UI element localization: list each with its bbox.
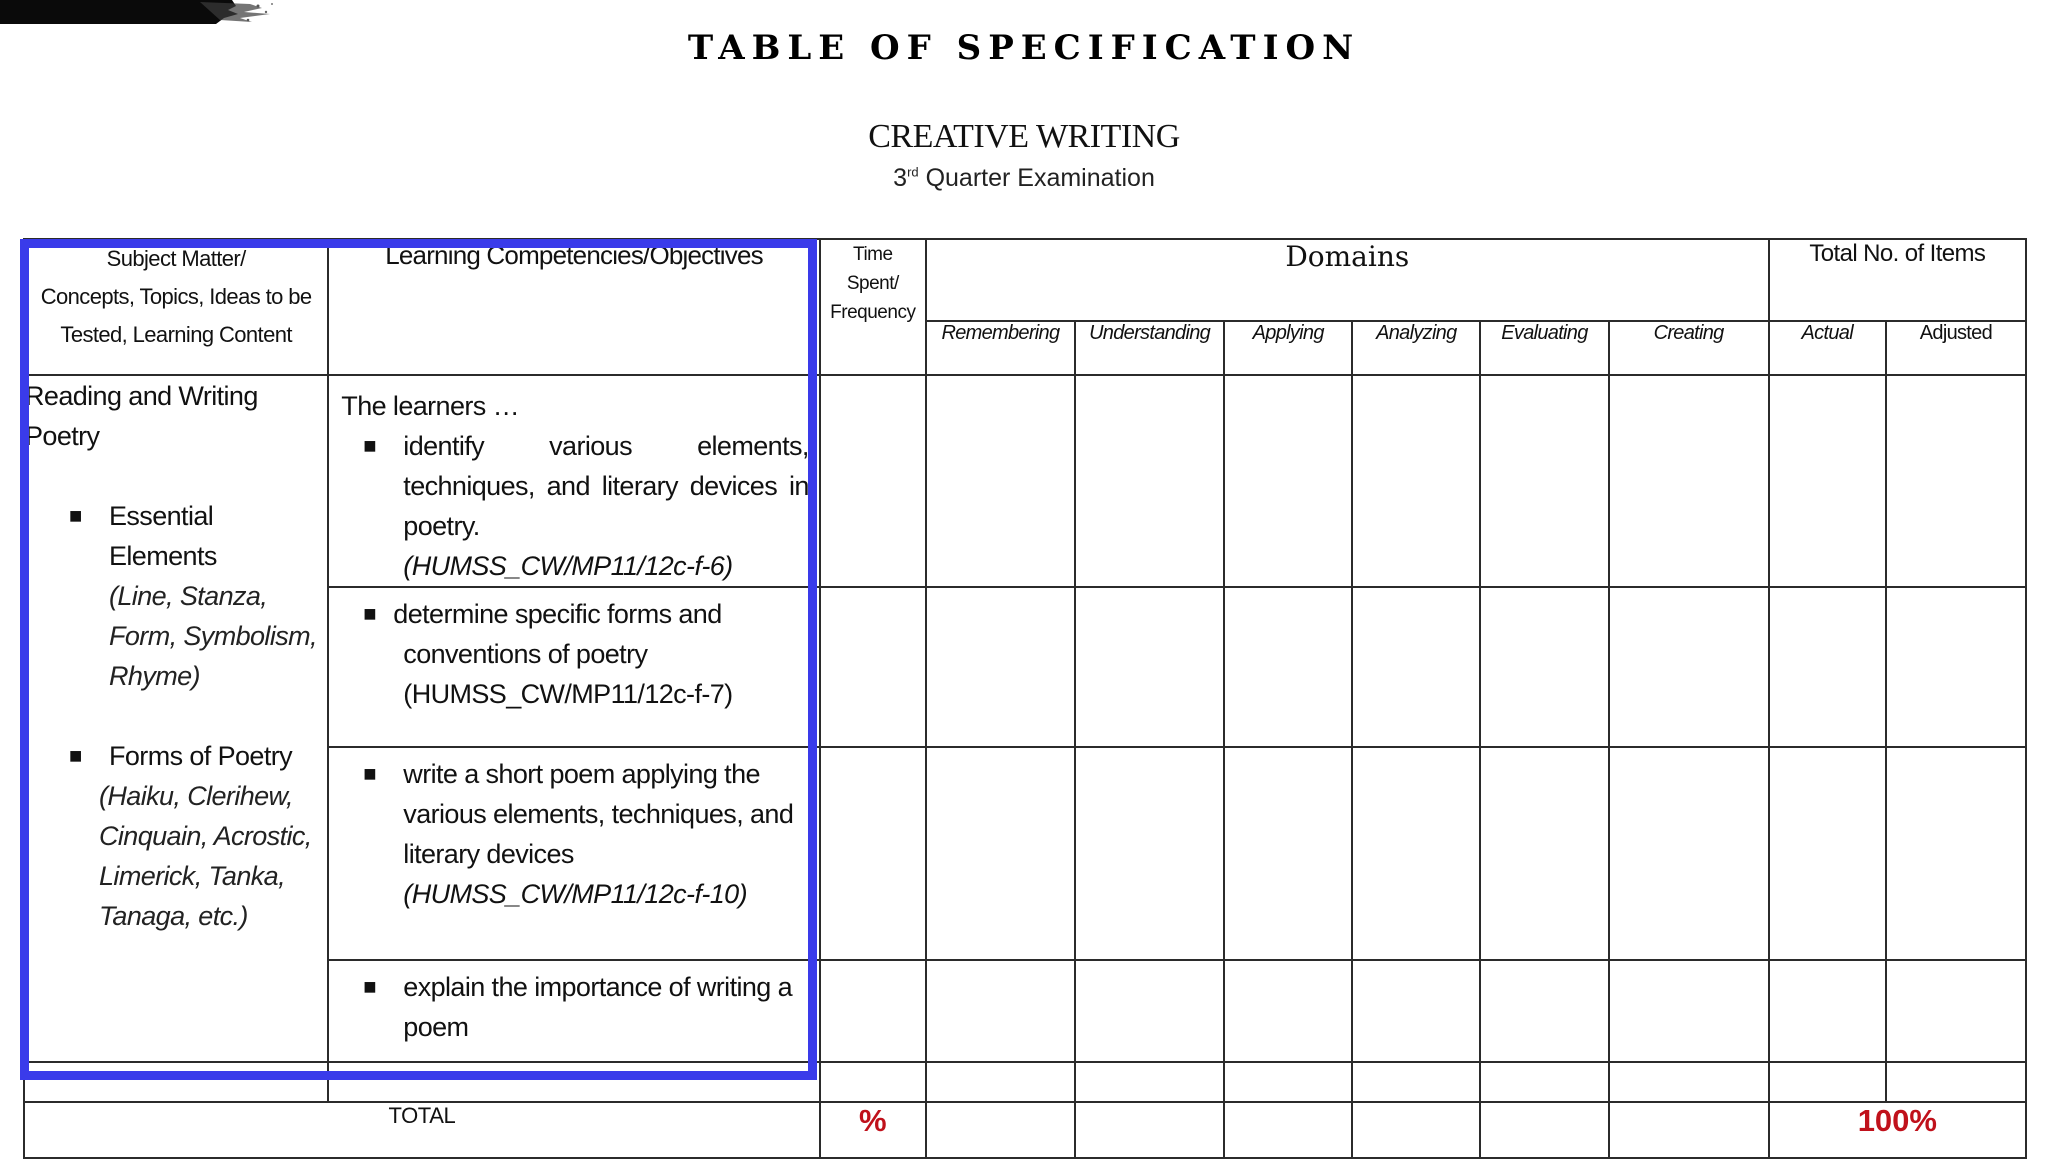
bullet-marker: ■ — [69, 503, 82, 528]
table-cell — [820, 587, 926, 747]
competency-code: (HUMSS_CW/MP11/12c-f-10) — [403, 879, 747, 909]
bullet-marker: ■ — [363, 974, 376, 999]
exam-subtitle — [0, 164, 2048, 193]
table-cell — [1075, 1062, 1224, 1102]
subject-bullet — [25, 496, 327, 696]
table-cell — [1769, 960, 1886, 1062]
competency-item — [329, 748, 818, 914]
header-competencies: Learning Competencies/Objectives — [328, 239, 819, 375]
specification-table — [23, 238, 2027, 1159]
table-cell — [926, 1102, 1075, 1158]
subject-bullet-label: Essential Elements — [109, 501, 217, 571]
brush-stroke-decoration — [0, 0, 280, 26]
table-cell — [1480, 747, 1608, 960]
header-domains: Domains — [926, 239, 1769, 321]
table-cell — [1769, 587, 1886, 747]
subject-topic: Reading and Writing Poetry — [25, 381, 258, 451]
competency-cell — [328, 960, 819, 1062]
table-cell — [1480, 375, 1608, 587]
total-time-percent: % — [820, 1102, 926, 1158]
table-cell — [1480, 1102, 1608, 1158]
header-subject-line: Subject Matter/ — [106, 246, 246, 271]
table-cell — [1480, 960, 1608, 1062]
table-cell — [926, 1062, 1075, 1102]
total-label: TOTAL — [24, 1102, 820, 1158]
exam-number: 3 — [893, 164, 908, 192]
table-cell — [1886, 960, 2026, 1062]
header-domain-applying: Applying — [1224, 321, 1352, 375]
subject-title: CREATIVE WRITING — [868, 118, 1180, 155]
bullet-marker: ■ — [69, 743, 82, 768]
table-cell — [24, 1062, 328, 1102]
header-domain-evaluating: Evaluating — [1480, 321, 1608, 375]
table-cell — [1609, 1062, 1769, 1102]
table-cell — [1886, 375, 2026, 587]
table-cell — [926, 960, 1075, 1062]
table-cell — [926, 587, 1075, 747]
header-domain-understanding: Understanding — [1075, 321, 1224, 375]
bullet-marker: ■ — [363, 433, 376, 458]
table-cell — [1075, 587, 1224, 747]
table-cell — [1609, 1102, 1769, 1158]
competency-item — [329, 588, 818, 714]
table-cell — [1352, 1102, 1480, 1158]
header-time-line: Frequency — [830, 302, 916, 323]
table-cell — [820, 375, 926, 587]
table-cell — [1352, 960, 1480, 1062]
header-time-line: Spent/ — [846, 273, 899, 294]
table-cell — [1224, 747, 1352, 960]
table-cell — [1224, 1102, 1352, 1158]
table-cell — [1352, 375, 1480, 587]
competency-cell — [328, 375, 819, 587]
competency-cell — [328, 747, 819, 960]
header-domain-remembering: Remembering — [926, 321, 1075, 375]
table-cell — [1224, 1062, 1352, 1102]
bullet-marker: ■ — [363, 761, 376, 786]
table-cell — [1075, 960, 1224, 1062]
header-subject-matter — [24, 239, 328, 375]
header-total-items: Total No. of Items — [1769, 239, 2026, 321]
document-title: TABLE OF SPECIFICATION — [687, 28, 1361, 68]
subject-bullet — [25, 736, 327, 936]
header-subject-line: Tested, Learning Content — [60, 322, 292, 347]
table-cell — [1352, 587, 1480, 747]
header-domain-analyzing: Analyzing — [1352, 321, 1480, 375]
table-cell — [1886, 747, 2026, 960]
competency-item — [329, 961, 818, 1047]
table-cell — [820, 1062, 926, 1102]
subject-matter-cell — [24, 375, 328, 1062]
table-cell — [1075, 747, 1224, 960]
table-cell — [1886, 587, 2026, 747]
table-cell — [926, 747, 1075, 960]
table-cell — [1769, 747, 1886, 960]
subject-bullet-label: Forms of Poetry — [109, 741, 293, 771]
exam-label: Quarter Examination — [918, 164, 1155, 192]
table-cell — [1886, 1062, 2026, 1102]
table-cell — [1224, 960, 1352, 1062]
competency-item — [329, 426, 818, 586]
header-time-spent — [820, 239, 926, 375]
bullet-marker: ■ — [363, 601, 376, 626]
table-cell — [1352, 747, 1480, 960]
table-cell — [1075, 375, 1224, 587]
table-cell — [1480, 587, 1608, 747]
header-total-adjusted: Adjusted — [1886, 321, 2026, 375]
total-items-percent: 100% — [1769, 1102, 2026, 1158]
table-cell — [1609, 960, 1769, 1062]
subject-bullet-examples: (Line, Stanza, Form, Symbolism, Rhyme) — [109, 581, 317, 691]
competency-cell — [328, 587, 819, 747]
exam-ordinal-suffix: rd — [907, 164, 919, 180]
table-cell — [1769, 1062, 1886, 1102]
competency-text: identify various elements, techniques, and literary devices in poetry. — [403, 431, 809, 541]
header-time-line: Time — [853, 244, 893, 265]
competency-code: (HUMSS_CW/MP11/12c-f-6) — [403, 551, 733, 581]
table-cell — [1224, 375, 1352, 587]
table-cell — [1609, 747, 1769, 960]
header-subject-line: Concepts, Topics, Ideas to be — [40, 284, 312, 309]
table-cell — [926, 375, 1075, 587]
table-cell — [328, 1062, 819, 1102]
header-total-actual: Actual — [1769, 321, 1886, 375]
table-cell — [1609, 375, 1769, 587]
table-cell — [1075, 1102, 1224, 1158]
competency-text: determine specific forms and conventions of poetry — [393, 599, 722, 669]
table-cell — [1224, 587, 1352, 747]
competency-text: write a short poem applying the various elements, techniques, and literary devices — [403, 759, 794, 869]
table-cell — [820, 747, 926, 960]
subject-bullet-examples: (Haiku, Clerihew, Cinquain, Acrostic, Limerick, Tanka, Tanaga, etc.) — [99, 781, 312, 931]
competency-text: explain the importance of writing a poem — [403, 972, 793, 1042]
table-cell — [1480, 1062, 1608, 1102]
competency-intro: The learners … — [341, 391, 519, 421]
table-cell — [820, 960, 926, 1062]
table-cell — [1769, 375, 1886, 587]
table-cell — [1609, 587, 1769, 747]
header-domain-creating: Creating — [1609, 321, 1769, 375]
table-cell — [1352, 1062, 1480, 1102]
competency-code: (HUMSS_CW/MP11/12c-f-7) — [403, 679, 733, 709]
